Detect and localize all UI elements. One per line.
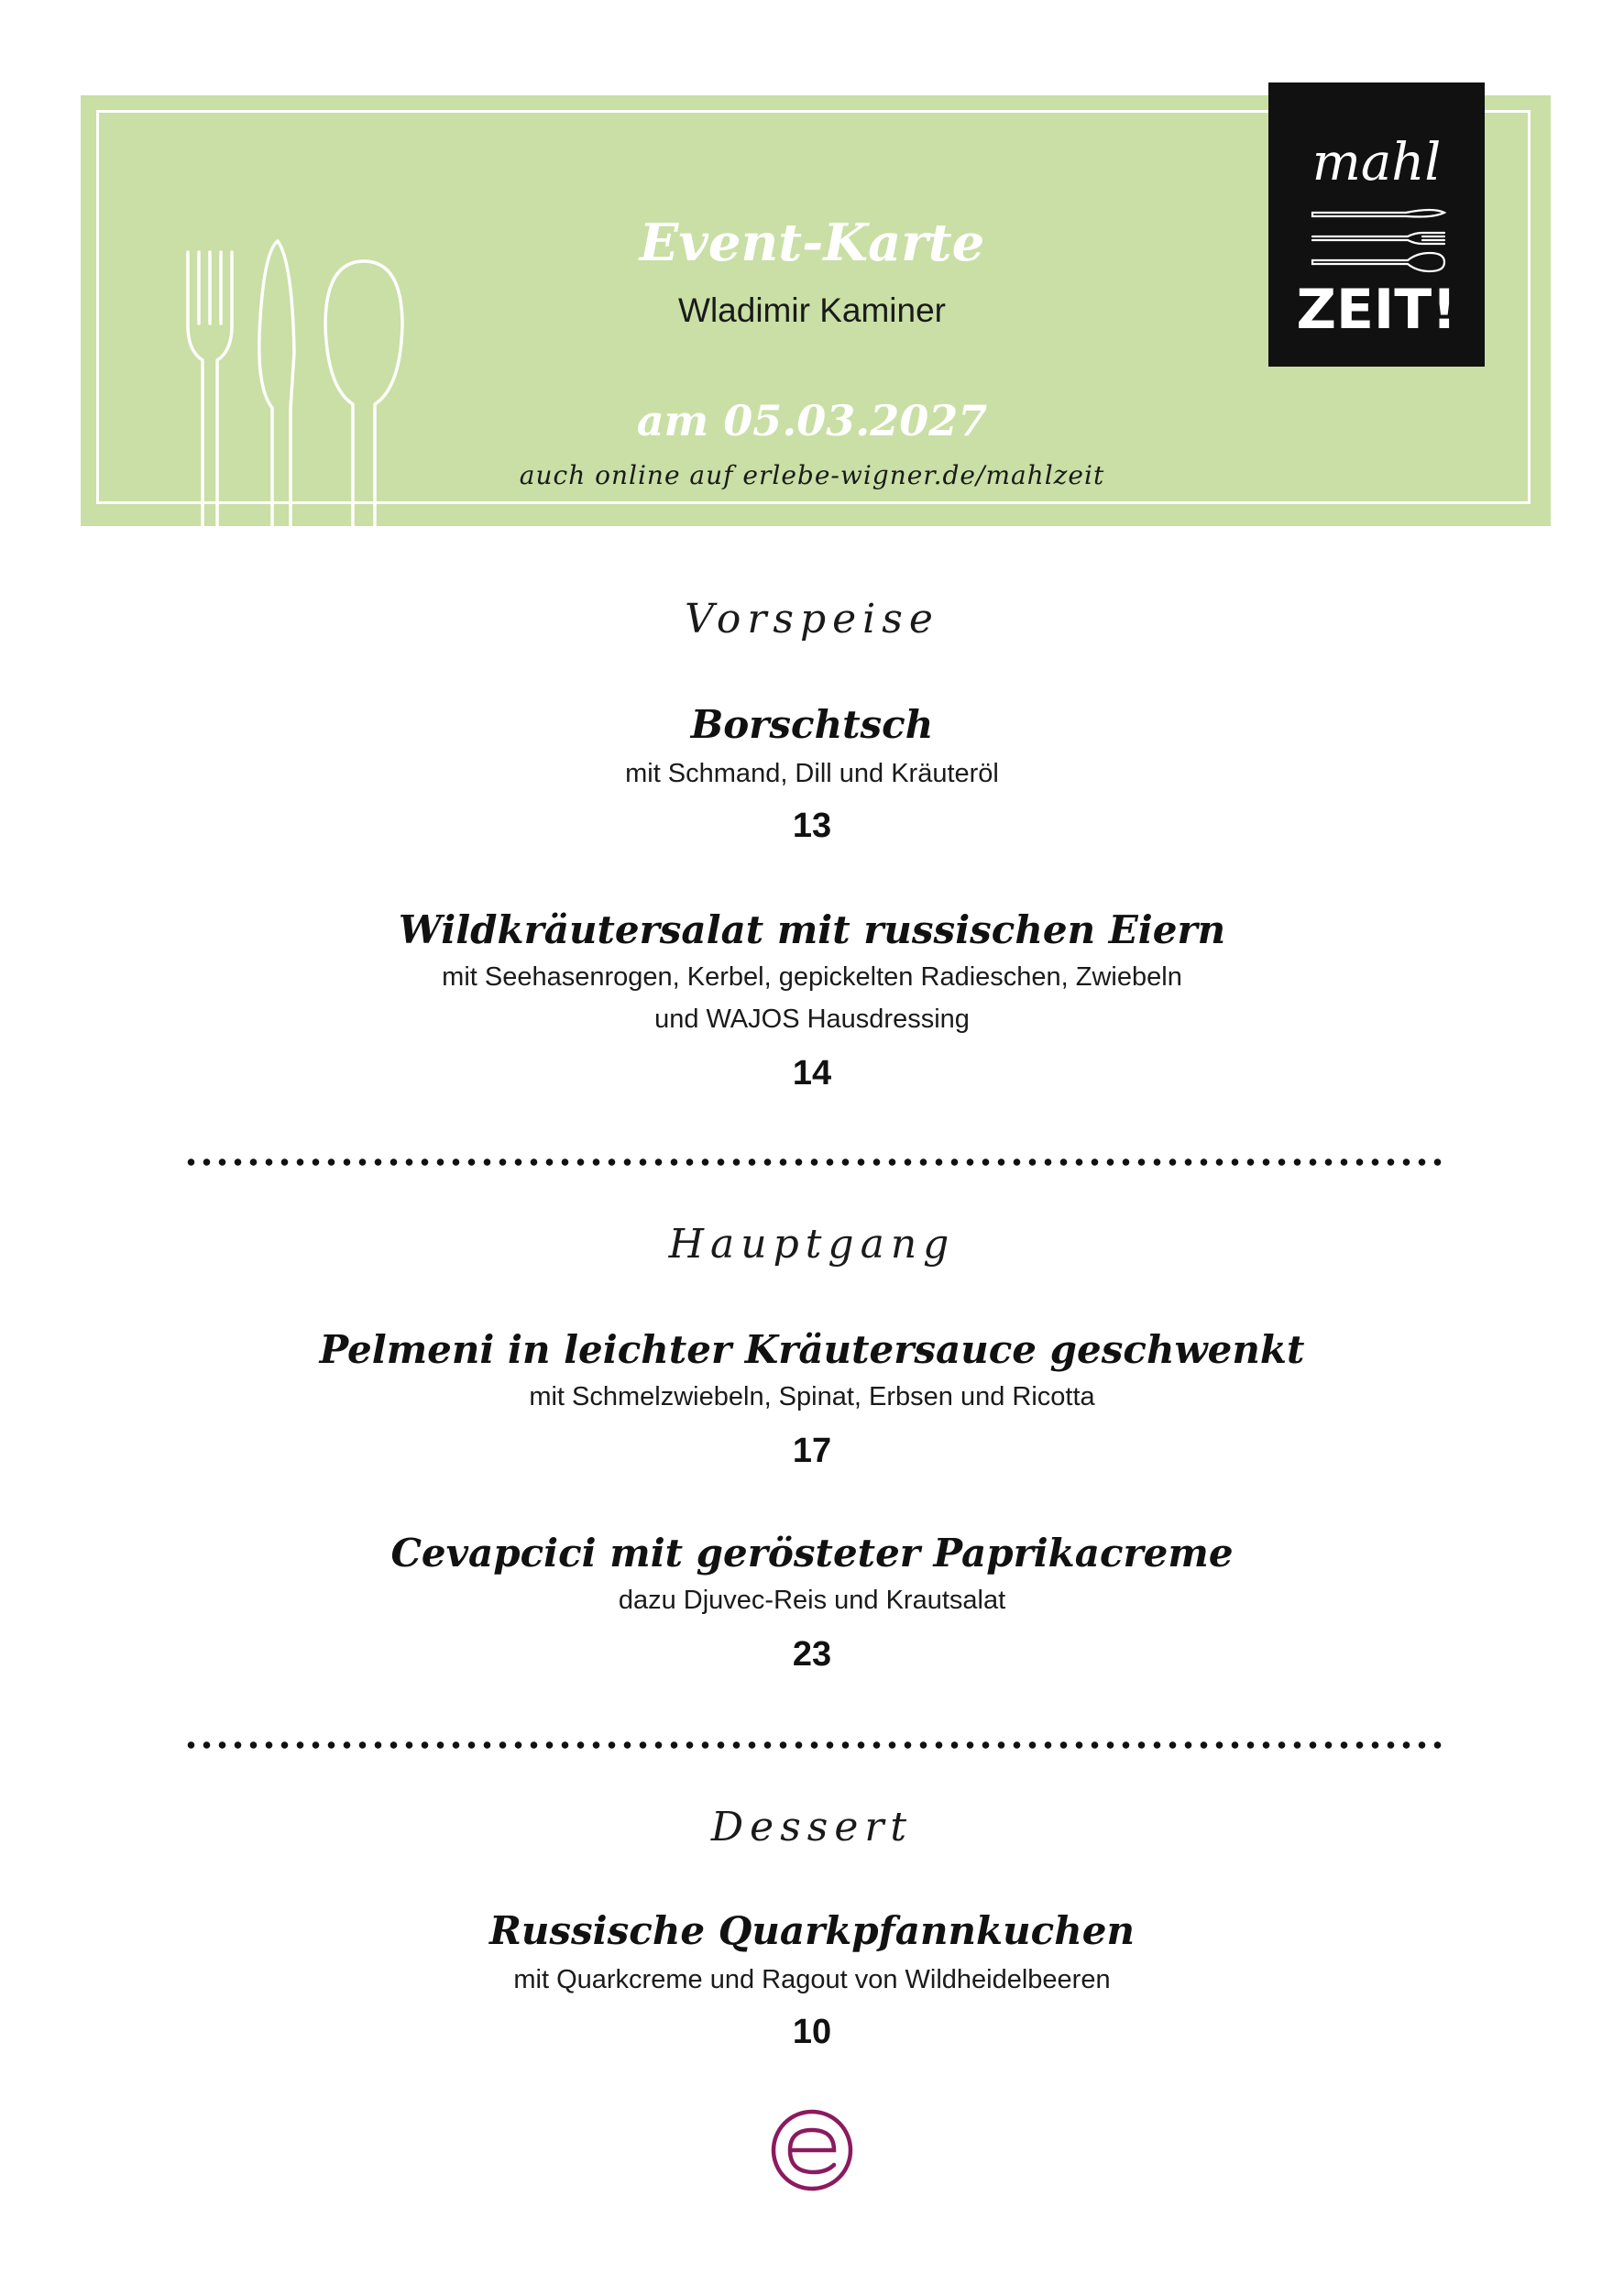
event-subtitle: Wladimir Kaminer <box>678 291 946 329</box>
section-title-dessert: Dessert <box>710 1804 914 1850</box>
event-online-note: auch online auf erlebe-wigner.de/mahlzeit <box>519 460 1105 490</box>
dish-name: Russische Quarkpfannkuchen <box>488 1908 1136 1953</box>
dish-price: 17 <box>792 1432 832 1470</box>
dish-desc: mit Quarkcreme und Ragout von Wildheidelbeeren <box>513 1965 1111 1994</box>
section-title-vorspeise: Vorspeise <box>685 596 939 642</box>
dish-name: Wildkräutersalat mit russischen Eiern <box>398 907 1226 952</box>
dish-name: Cevapcici mit gerösteter Paprikacreme <box>390 1531 1234 1576</box>
dish-name: Borschtsch <box>690 702 934 747</box>
dish-name: Pelmeni in leichter Kräutersauce geschwenkt <box>319 1327 1305 1372</box>
dotted-divider <box>183 1158 1448 1166</box>
dish-desc: mit Seehasenrogen, Kerbel, gepickelten Radieschen, Zwiebeln <box>442 962 1182 992</box>
dish-desc: dazu Djuvec-Reis und Krautsalat <box>618 1586 1006 1615</box>
dish-desc: und WAJOS Hausdressing <box>654 1005 970 1034</box>
dish-price: 23 <box>792 1635 832 1674</box>
logo-utensils-icon <box>1305 200 1452 277</box>
footer-e-logo-icon <box>770 2108 854 2192</box>
logo-top-text: mahl <box>1311 133 1442 192</box>
dish-price: 10 <box>792 2013 832 2051</box>
dotted-divider <box>183 1741 1448 1749</box>
dish-desc: mit Schmand, Dill und Kräuteröl <box>625 759 999 788</box>
dish-price: 13 <box>792 807 832 845</box>
logo-bottom-text: ZEIT! <box>1296 278 1457 342</box>
section-title-hauptgang: Hauptgang <box>668 1221 956 1268</box>
dish-desc: mit Schmelzwiebeln, Spinat, Erbsen und Ricotta <box>529 1382 1095 1411</box>
event-date: am 05.03.2027 <box>636 396 988 445</box>
event-title: Event-Karte <box>639 213 985 273</box>
mahlzeit-logo <box>1268 82 1485 367</box>
dish-price: 14 <box>792 1054 832 1093</box>
